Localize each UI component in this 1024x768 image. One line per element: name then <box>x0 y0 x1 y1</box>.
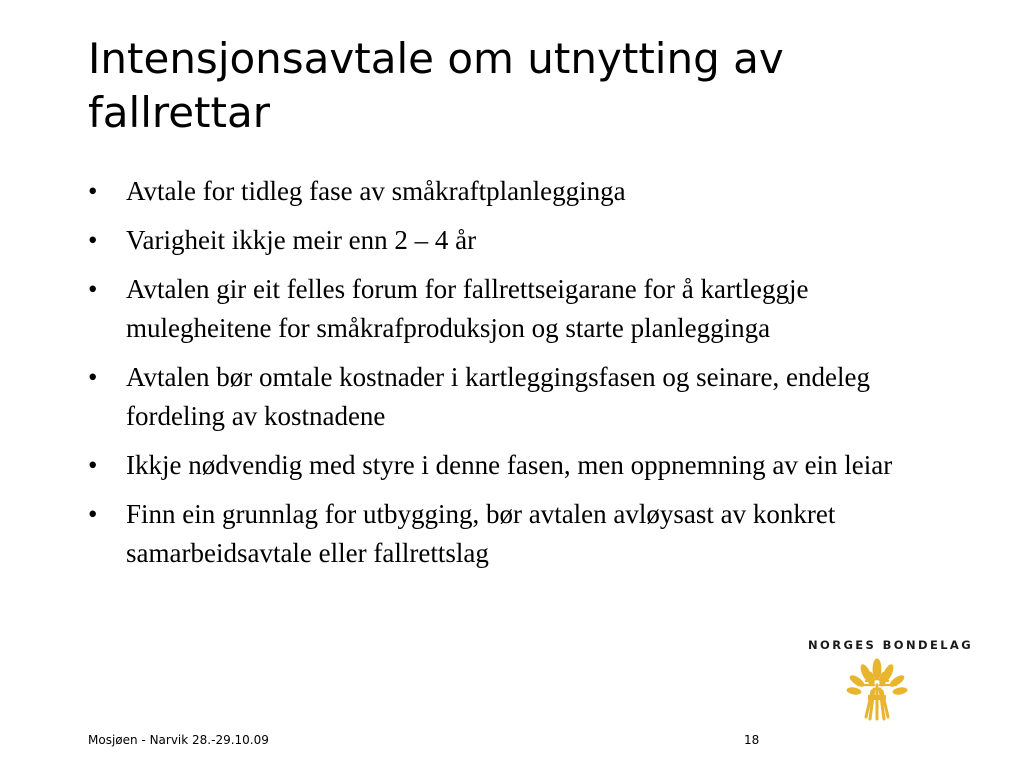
list-item <box>88 495 948 573</box>
bullet-text: Ikkje nødvendig med styre i denne fasen, men oppnemning av ein leiar <box>126 450 893 480</box>
list-item <box>88 358 948 436</box>
bullet-text: Avtale for tidleg fase av småkraftplanlegginga <box>126 176 626 206</box>
bullet-text: Avtalen gir eit felles forum for fallrettseigarane for å kartleggje mulegheitene for småkrafproduksjon og starte planlegginga <box>126 274 809 343</box>
page-number: 18 <box>744 733 760 747</box>
bullet-text: Finn ein grunnlag for utbygging, bør avtalen avløysast av konkret samarbeidsavtale eller fallrettslag <box>126 499 836 568</box>
bullet-marker: • <box>88 450 98 480</box>
bullet-marker: • <box>88 274 98 304</box>
bullet-list <box>88 172 948 583</box>
bullet-text: Avtalen bør omtale kostnader i kartleggingsfasen og seinare, endeleg fordeling av kostnadene <box>126 362 870 431</box>
bullet-text: Varigheit ikkje meir enn 2 – 4 år <box>126 225 477 255</box>
list-item <box>88 172 948 211</box>
bullet-marker: • <box>88 176 98 206</box>
bullet-marker: • <box>88 499 98 529</box>
bullet-marker: • <box>88 225 98 255</box>
list-item <box>88 221 948 260</box>
bullet-marker: • <box>88 362 98 392</box>
wheat-sheaf-icon <box>846 655 908 721</box>
list-item <box>88 446 948 485</box>
footer-location-date: Mosjøen - Narvik 28.-29.10.09 <box>88 733 269 747</box>
list-item <box>88 270 948 348</box>
slide-title: Intensjonsavtale om utnytting av fallrettar <box>88 34 784 137</box>
logo-text: NORGES BONDELAG <box>808 638 974 652</box>
